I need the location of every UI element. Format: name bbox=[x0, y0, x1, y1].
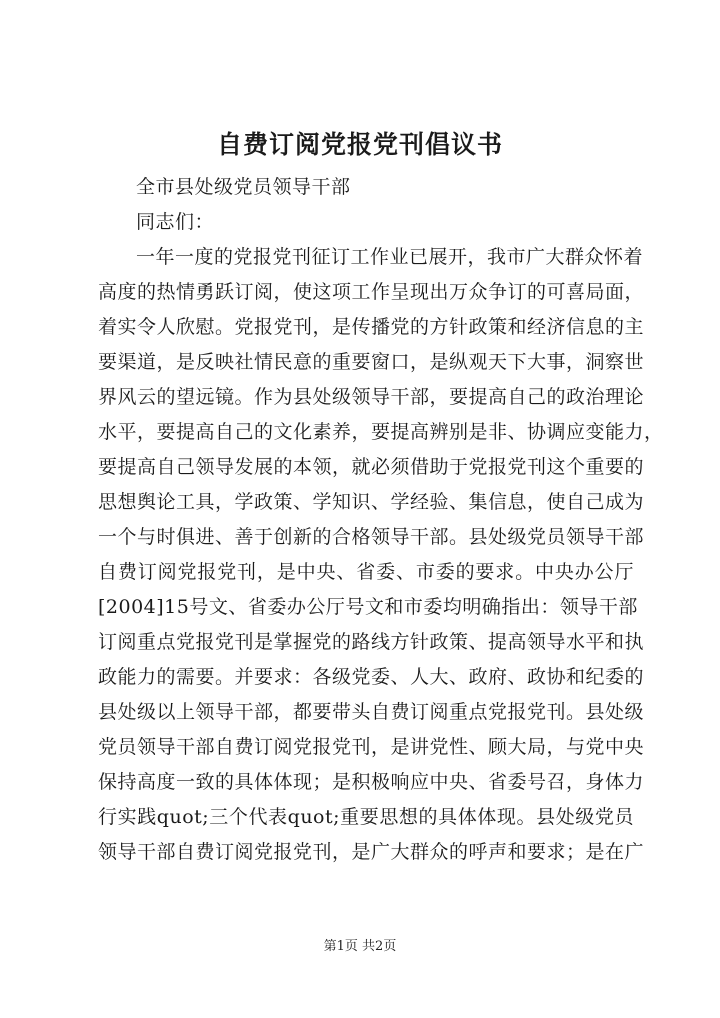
body-line: 一年一度的党报党刊征订工作业已展开，我市广大群众怀着 bbox=[136, 246, 644, 268]
body-line: 要提高自己领导发展的本领，就必须借助于党报党刊这个重要的 bbox=[98, 456, 645, 478]
body-line: [2004]15号文、省委办公厅号文和市委均明确指出：领导干部 bbox=[98, 596, 638, 618]
body-line: 水平，要提高自己的文化素养，要提高辨别是非、协调应变能力， bbox=[98, 421, 664, 443]
body-line: 行实践quot;三个代表quot;重要思想的具体体现。县处级党员 bbox=[98, 806, 634, 828]
body-line: 领导干部自费订阅党报党刊，是广大群众的呼声和要求；是在广 bbox=[98, 841, 645, 863]
body-line: 要渠道，是反映社情民意的重要窗口，是纵观天下大事，洞察世 bbox=[98, 351, 645, 373]
body-line: 订阅重点党报党刊是掌握党的路线方针政策、提高领导水平和执 bbox=[98, 631, 645, 653]
body-line: 保持高度一致的具体体现；是积极响应中央、省委号召，身体力 bbox=[98, 771, 645, 793]
body-line: 党员领导干部自费订阅党报党刊，是讲党性、顾大局，与党中央 bbox=[98, 736, 645, 758]
body-line: 县处级以上领导干部，都要带头自费订阅重点党报党刊。县处级 bbox=[98, 701, 645, 723]
body-line: 思想舆论工具，学政策、学知识、学经验、集信息，使自己成为 bbox=[98, 491, 645, 513]
document-title: 自费订阅党报党刊倡议书 bbox=[216, 130, 503, 159]
body-line: 政能力的需要。并要求：各级党委、人大、政府、政协和纪委的 bbox=[98, 666, 645, 688]
body-line: 界风云的望远镜。作为县处级领导干部，要提高自己的政治理论 bbox=[98, 386, 645, 408]
salutation-line: 全市县处级党员领导干部 bbox=[136, 176, 351, 198]
body-line: 高度的热情勇跃订阅，使这项工作呈现出万众争订的可喜局面， bbox=[98, 281, 645, 303]
page-number-footer: 第1页 共2页 bbox=[323, 939, 397, 954]
body-line: 一个与时俱进、善于创新的合格领导干部。县处级党员领导干部 bbox=[98, 526, 645, 548]
salutation-line: 同志们： bbox=[136, 211, 215, 233]
body-line: 自费订阅党报党刊，是中央、省委、市委的要求。中央办公厅 bbox=[98, 561, 634, 583]
body-line: 着实令人欣慰。党报党刊，是传播党的方针政策和经济信息的主 bbox=[98, 316, 645, 338]
